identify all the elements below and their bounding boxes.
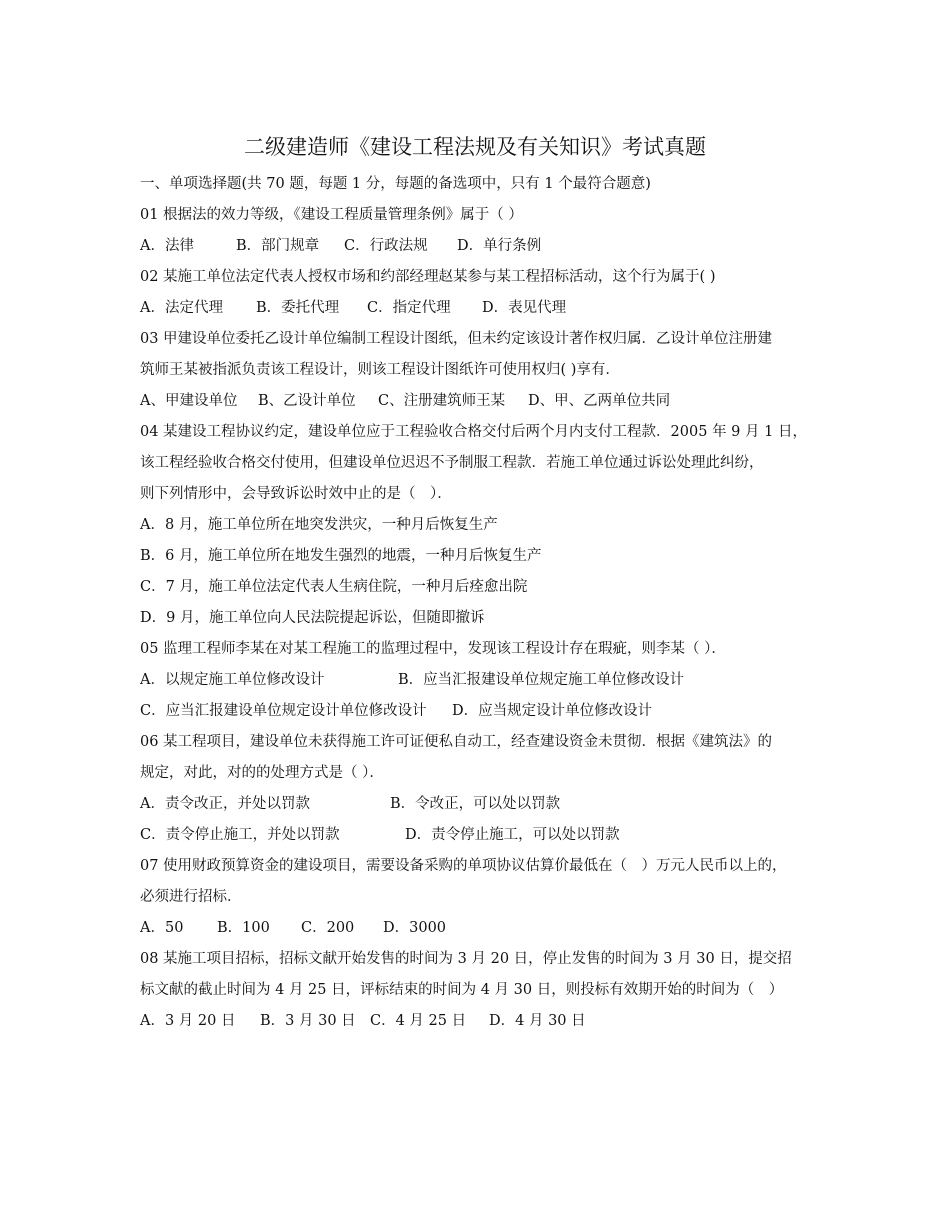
question-08-cont: 标文献的截止时间为 4 月 25 日，评标结束的时间为 4 月 30 日，则投标有效期开始的时间为（ ）: [140, 982, 784, 998]
option-d: D．9 月，施工单位向人民法院提起诉讼，但随即撤诉: [140, 610, 485, 626]
question-03-options: [140, 386, 830, 417]
option-c: C．7 月，施工单位法定代表人生病住院，一种月后痊愈出院: [140, 579, 528, 595]
question-04: 04 某建设工程协议约定，建设单位应于工程验收合格交付后两个月内支付工程款．2005 年 9 月 1 日，: [140, 424, 807, 440]
option-c: C．行政法规: [344, 238, 428, 254]
option-b: B．100: [217, 920, 270, 936]
option-b: B．委托代理: [256, 300, 340, 316]
option-b: B．应当汇报建设单位规定施工单位修改设计: [398, 672, 685, 688]
question-04-cont: 该工程经验收合格交付使用，但建设单位迟迟不予制服工程款．若施工单位通过诉讼处理此纠纷，: [140, 455, 764, 471]
option-b: B．部门规章: [236, 238, 320, 254]
option-d: D、甲、乙两单位共同: [528, 393, 671, 409]
option-c: C．责令停止施工，并处以罚款: [140, 827, 340, 843]
document-title: 二级建造师《建设工程法规及有关知识》考试真题: [244, 135, 706, 159]
option-a: A．法律: [140, 238, 194, 254]
question-05-options-row2: [140, 696, 830, 727]
option-a: A．以规定施工单位修改设计: [140, 672, 325, 688]
option-b: B．3 月 30 日: [260, 1013, 356, 1029]
question-06-cont: 规定，对此，对的的处理方式是（ ）．: [140, 765, 384, 781]
question-06: 06 某工程项目，建设单位未获得施工许可证便私自动工，经查建设资金未贯彻．根据《建筑法》的: [140, 734, 773, 750]
question-04-cont: 则下列情形中，会导致诉讼时效中止的是（ ）．: [140, 486, 452, 502]
option-b: B．令改正，可以处以罚款: [390, 796, 561, 812]
option-d: D．应当规定设计单位修改设计: [452, 703, 653, 719]
option-a: A．8 月，施工单位所在地突发洪灾，一种月后恢复生产: [140, 517, 498, 533]
question-03-cont: 筑师王某被指派负责该工程设计，则该工程设计图纸许可使用权归( )享有．: [140, 362, 620, 378]
question-08: 08 某施工项目招标，招标文献开始发售的时间为 3 月 20 日，停止发售的时间为 3 月 30 日，提交招: [140, 951, 792, 967]
option-a: A．法定代理: [140, 300, 223, 316]
question-06-options-row2: [140, 820, 830, 851]
option-d: D．单行条例: [457, 238, 542, 254]
document-body: [140, 169, 830, 1037]
option-d: D．3000: [383, 920, 447, 936]
question-07-cont: 必须进行招标．: [140, 889, 242, 905]
question-08-options: [140, 1006, 830, 1037]
option-a: A．3 月 20 日: [140, 1013, 236, 1029]
option-c: C、注册建筑师王某: [378, 393, 506, 409]
option-b: B．6 月，施工单位所在地发生强烈的地震，一种月后恢复生产: [140, 548, 542, 564]
option-d: D．责令停止施工，可以处以罚款: [405, 827, 620, 843]
option-d: D．4 月 30 日: [489, 1013, 586, 1029]
question-06-options-row1: [140, 789, 830, 820]
option-a: A、甲建设单位: [140, 393, 238, 409]
option-c: C．200: [301, 920, 355, 936]
option-c: C．4 月 25 日: [370, 1013, 467, 1029]
option-a: A．50: [140, 920, 184, 936]
section-heading: 一、单项选择题(共 70 题，每题 1 分，每题的备选项中，只有 1 个最符合题意): [140, 176, 651, 192]
question-05-options-row1: [140, 665, 830, 696]
question-01-options: [140, 231, 830, 262]
question-07-options: [140, 913, 830, 944]
question-01: 01 根据法的效力等级，《建设工程质量管理条例》属于（ ）: [140, 207, 523, 223]
question-03: 03 甲建设单位委托乙设计单位编制工程设计图纸，但未约定该设计著作权归属．乙设计单位注册建: [140, 331, 773, 347]
option-a: A．责令改正，并处以罚款: [140, 796, 310, 812]
option-c: C．应当汇报建设单位规定设计单位修改设计: [140, 703, 427, 719]
option-c: C．指定代理: [367, 300, 451, 316]
question-07: 07 使用财政预算资金的建设项目，需要设备采购的单项协议估算价最低在（ ）万元人民币以上的，: [140, 858, 787, 874]
question-05: 05 监理工程师李某在对某工程施工的监理过程中，发现该工程设计存在瑕疵，则李某（ ）．: [140, 641, 726, 657]
option-b: B、乙设计单位: [258, 393, 356, 409]
option-d: D．表见代理: [482, 300, 567, 316]
question-02-options: [140, 293, 830, 324]
question-02: 02 某施工单位法定代表人授权市场和约部经理赵某参与某工程招标活动，这个行为属于( ): [140, 269, 716, 285]
